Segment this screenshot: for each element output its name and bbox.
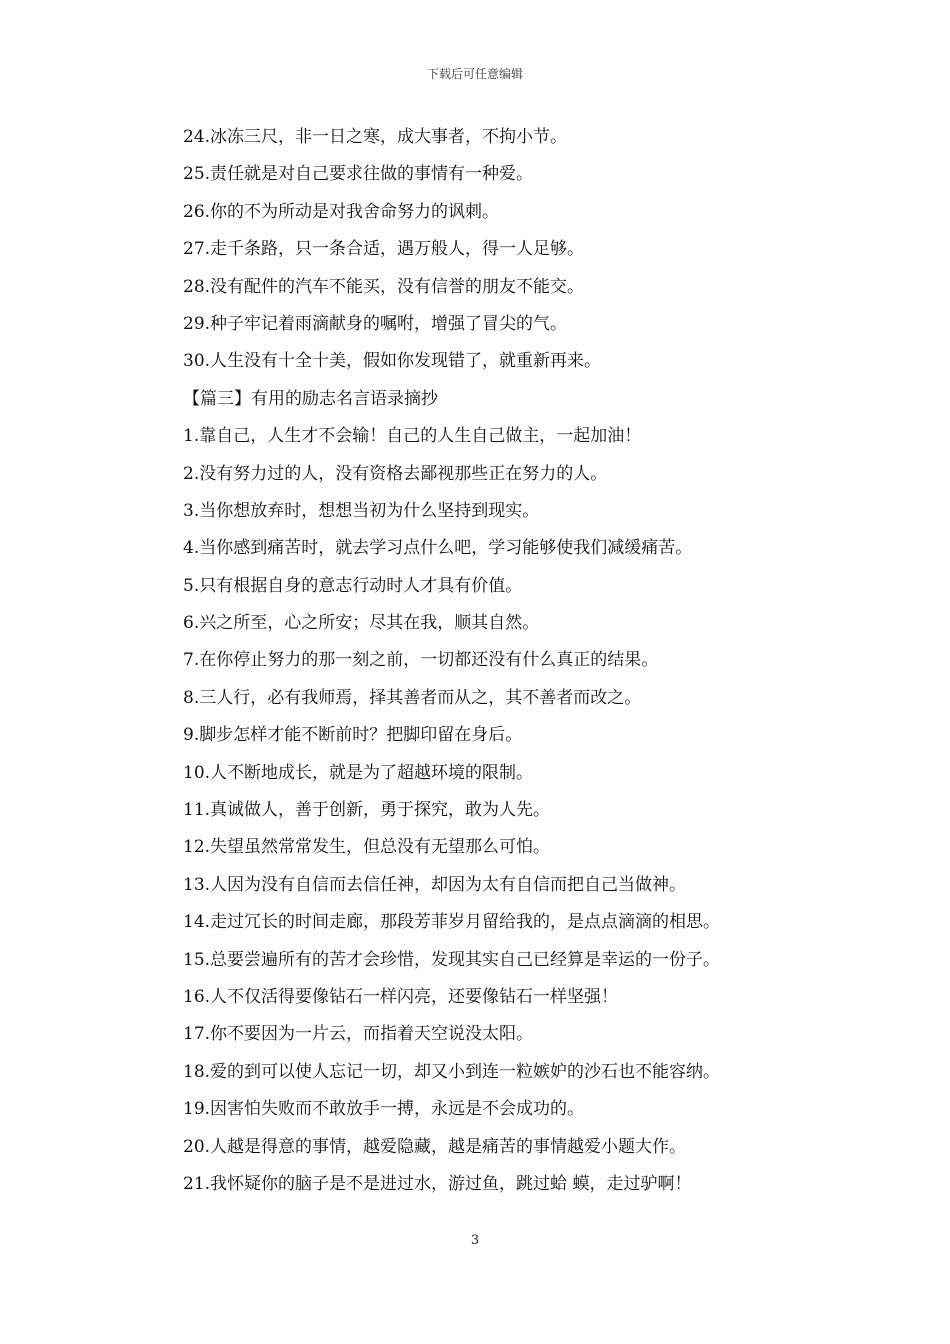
section-heading: 【篇三】有用的励志名言语录摘抄 bbox=[183, 388, 438, 409]
text-line: 28.没有配件的汽车不能买，没有信誉的朋友不能交。 bbox=[183, 276, 585, 297]
page-number: 3 bbox=[470, 1233, 480, 1248]
text-line: 21.我怀疑你的脑子是不是进过水，游过鱼，跳过蛤 蟆，走过驴啊！ bbox=[183, 1173, 692, 1194]
text-line: 20.人越是得意的事情，越爱隐藏，越是痛苦的事情越爱小题大作。 bbox=[183, 1136, 687, 1157]
text-line: 27.走千条路，只一条合适，遇万般人，得一人足够。 bbox=[183, 239, 585, 260]
text-line: 2.没有努力过的人，没有资格去鄙视那些正在努力的人。 bbox=[183, 463, 608, 484]
text-line: 18.爱的到可以使人忘记一切，却又小到连一粒嫉妒的沙石也不能容纳。 bbox=[183, 1061, 721, 1082]
text-line: 26.你的不为所动是对我舍命努力的讽刺。 bbox=[183, 201, 500, 222]
text-line: 14.走过冗长的时间走廊，那段芳菲岁月留给我的，是点点滴滴的相思。 bbox=[183, 912, 721, 933]
text-line: 4.当你感到痛苦时，就去学习点什么吧，学习能够使我们减缓痛苦。 bbox=[183, 538, 693, 559]
text-line: 25.责任就是对自己要求往做的事情有一种爱。 bbox=[183, 164, 534, 185]
text-line: 15.总要尝遍所有的苦才会珍惜，发现其实自己已经算是幸运的一份子。 bbox=[183, 949, 721, 970]
text-line: 13.人因为没有自信而去信任神，却因为太有自信而把自己当做神。 bbox=[183, 874, 687, 895]
text-line: 24.冰冻三尺，非一日之寒，成大事者，不拘小节。 bbox=[183, 127, 568, 147]
text-line: 6.兴之所至，心之所安；尽其在我，顺其自然。 bbox=[183, 613, 540, 634]
text-line: 17.你不要因为一片云，而指着天空说没太阳。 bbox=[183, 1024, 534, 1045]
text-line: 30.人生没有十全十美，假如你发现错了，就重新再来。 bbox=[183, 351, 602, 372]
text-line: 1.靠自己，人生才不会输！自己的人生自己做主，一起加油！ bbox=[183, 426, 642, 447]
text-line: 9.脚步怎样才能不断前时？把脚印留在身后。 bbox=[183, 725, 523, 746]
document-body bbox=[183, 119, 803, 1203]
text-line: 7.在你停止努力的那一刻之前，一切都还没有什么真正的结果。 bbox=[183, 650, 659, 671]
text-line: 10.人不断地成长，就是为了超越环境的限制。 bbox=[183, 762, 534, 783]
text-line: 8.三人行，必有我师焉，择其善者而从之，其不善者而改之。 bbox=[183, 687, 642, 708]
text-line: 5.只有根据自身的意志行动时人才具有价值。 bbox=[183, 575, 523, 596]
text-line: 11.真诚做人，善于创新，勇于探究，敢为人先。 bbox=[183, 800, 551, 821]
text-line: 19.因害怕失败而不敢放手一搏，永远是不会成功的。 bbox=[183, 1099, 585, 1120]
text-line: 12.失望虽然常常发生，但总没有无望那么可怕。 bbox=[183, 837, 551, 858]
text-line: 16.人不仅活得要像钻石一样闪亮，还要像钻石一样坚强！ bbox=[183, 986, 619, 1007]
text-line: 29.种子牢记着雨滴献身的嘱咐，增强了冒尖的气。 bbox=[183, 313, 568, 334]
page-header: 下载后可任意编辑 bbox=[426, 67, 523, 81]
text-line: 3.当你想放弃时，想想当初为什么坚持到现实。 bbox=[183, 500, 540, 521]
